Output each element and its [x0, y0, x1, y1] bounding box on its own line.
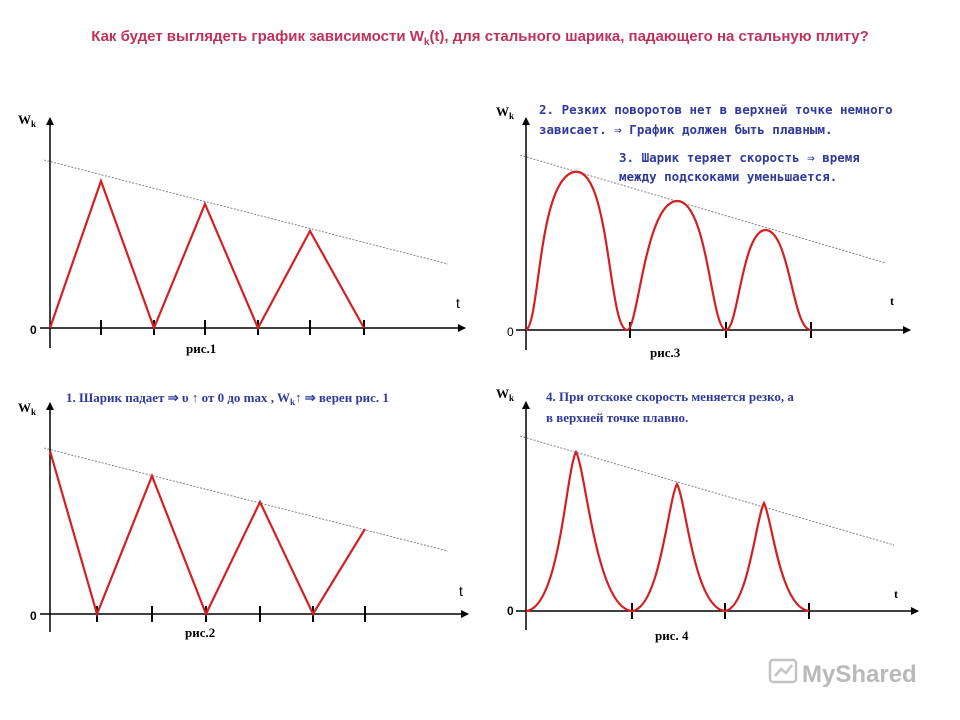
origin-label: 0 [30, 609, 37, 623]
note-3-line1: 3. Шарик теряет скорость ⇒ время [619, 150, 860, 165]
x-axis-label: t [890, 294, 894, 308]
panel-fig2 [18, 400, 468, 640]
watermark [770, 660, 917, 688]
x-axis-label: t [459, 583, 463, 599]
x-axis-label: t [894, 587, 898, 601]
figure-caption: рис.1 [186, 341, 217, 356]
y-axis-label: $W_k$ [496, 386, 515, 403]
wk-curve [50, 451, 365, 614]
wk-curve [526, 452, 809, 611]
note-3-line2: между подскоками уменьшается. [619, 169, 838, 184]
watermark-text: MyShared [802, 661, 917, 688]
envelope-line [44, 160, 448, 264]
note-1: 1. Шарик падает ⇒ υ ↑ от 0 до max , $W_k↑$ ⇒ верен рис. 1 [66, 390, 389, 407]
panel-fig1 [18, 112, 465, 356]
origin-label: 0 [507, 325, 514, 339]
origin-label: 0 [30, 323, 37, 337]
panel-fig3 [496, 104, 910, 360]
origin-label: 0 [507, 604, 514, 618]
note-2-line1: 2. Резких поворотов нет в верхней точке немного [539, 102, 893, 117]
page-title: Как будет выглядеть график зависимости $W_k(t)$, для стального шарика, падающего на стальную плиту? [91, 28, 869, 48]
y-axis-label: $W_k$ [18, 112, 37, 129]
figure-caption: рис.2 [185, 625, 216, 640]
y-axis-label: $W_k$ [18, 400, 37, 417]
envelope-line [44, 448, 448, 551]
note-4-line1: 4. При отскоке скорость меняется резко, а [546, 389, 794, 404]
figure-caption: рис.3 [650, 345, 681, 360]
wk-curve [526, 172, 811, 330]
x-axis-label: t [456, 295, 460, 311]
watermark-logo-icon [770, 660, 796, 682]
note-2-line2: зависает. ⇒ График должен быть плавным. [539, 122, 833, 137]
figure-caption: рис. 4 [655, 628, 689, 643]
note-4-line2: в верхней точке плавно. [546, 410, 689, 425]
y-axis-label: $W_k$ [496, 104, 515, 121]
wk-curve [50, 181, 364, 328]
